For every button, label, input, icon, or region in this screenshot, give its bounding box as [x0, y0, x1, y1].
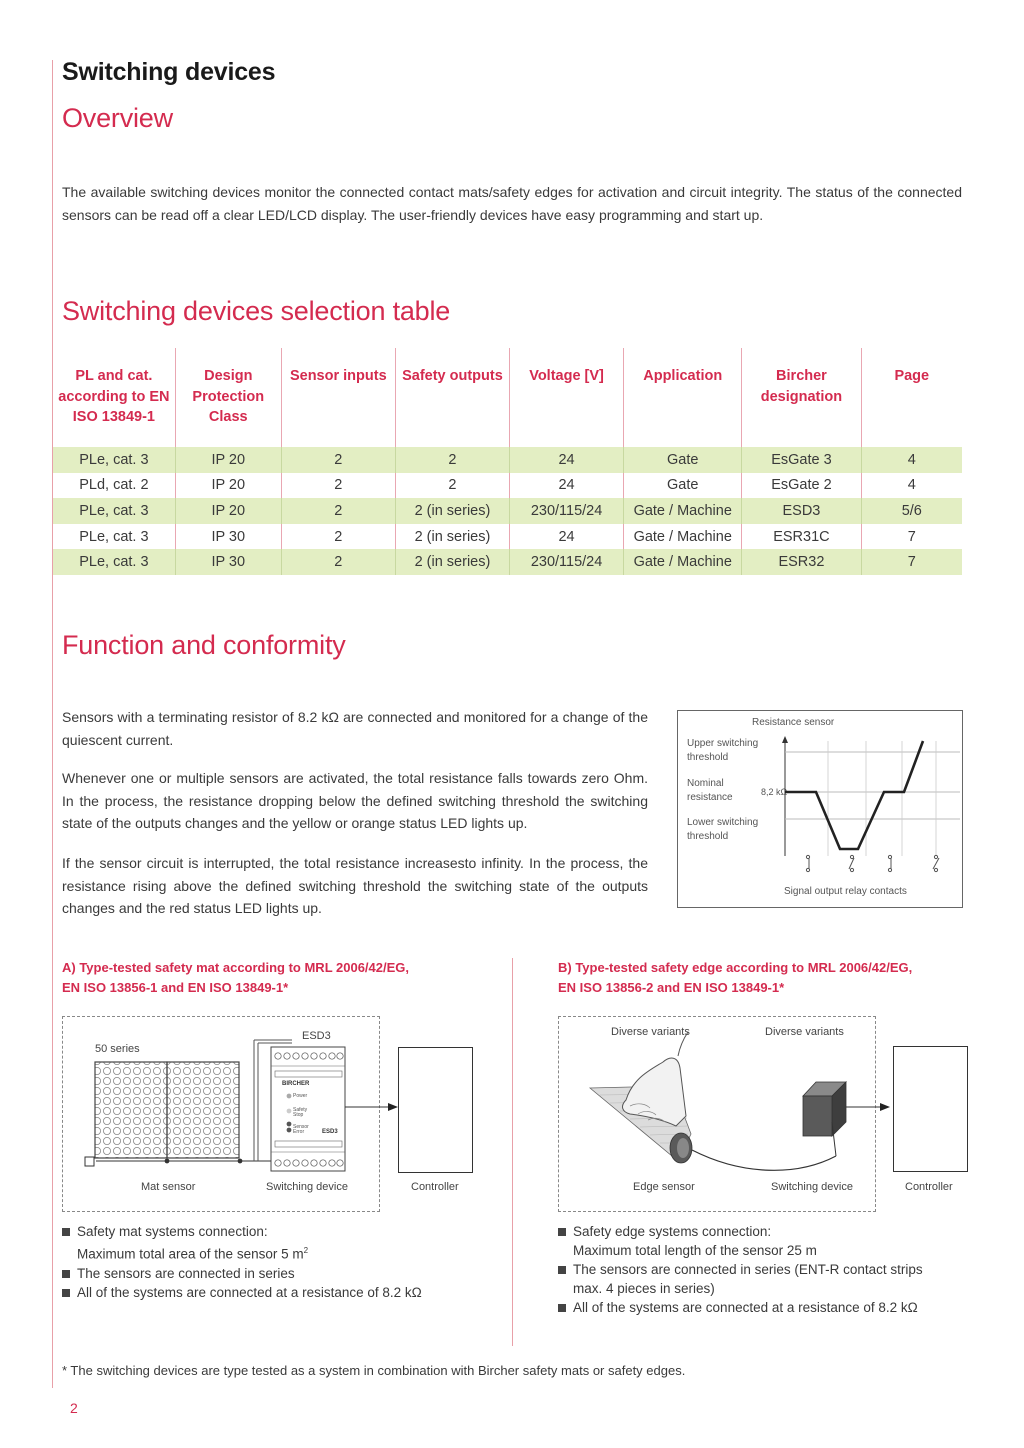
table-cell: PLe, cat. 3 [53, 549, 175, 575]
led-power-label: Power [293, 1093, 308, 1099]
mat-series-label: 50 series [95, 1043, 140, 1055]
switching-device-label-a: Switching device [266, 1181, 348, 1193]
table-cell: 2 [395, 447, 509, 473]
table-cell: 2 (in series) [395, 498, 509, 524]
column-header: Application [624, 348, 742, 447]
section-a-heading-line1: A) Type-tested safety mat according to MRL 2006/42/EG, [62, 960, 410, 975]
selection-table [53, 348, 962, 575]
table-cell: 230/115/24 [510, 498, 624, 524]
column-header: Design Protection Class [175, 348, 281, 447]
table-cell: 24 [510, 473, 624, 499]
edge-sensor-graphic [590, 1032, 692, 1163]
table-cell: ESR32 [742, 549, 861, 575]
table-row [53, 549, 962, 575]
table-cell: IP 20 [175, 473, 281, 499]
graph-plot [678, 711, 964, 909]
table-row [53, 498, 962, 524]
table-row [53, 473, 962, 499]
table-cell: Gate [624, 473, 742, 499]
device-brand: BIRCHER [282, 1081, 310, 1087]
table-cell: Gate / Machine [624, 498, 742, 524]
table-cell: 2 [395, 473, 509, 499]
table-cell: IP 20 [175, 498, 281, 524]
table-row [53, 447, 962, 473]
page-number: 2 [70, 1400, 78, 1416]
section-a-heading-line2: EN ISO 13856-1 and EN ISO 13849-1* [62, 980, 289, 995]
table-cell: PLe, cat. 3 [53, 447, 175, 473]
table-cell: 2 [281, 498, 395, 524]
overview-heading: Overview [62, 103, 173, 133]
table-cell: 4 [861, 473, 962, 499]
controller-box-b [893, 1046, 968, 1172]
table-cell: 24 [510, 524, 624, 550]
column-header: Sensor inputs [281, 348, 395, 447]
variants-label-1: Diverse variants [611, 1026, 690, 1038]
table-cell: 230/115/24 [510, 549, 624, 575]
table-cell: 7 [861, 524, 962, 550]
table-cell: PLd, cat. 2 [53, 473, 175, 499]
table-cell: IP 20 [175, 447, 281, 473]
list-item: Safety edge systems connection: [558, 1222, 978, 1241]
edge-sensor-label: Edge sensor [633, 1181, 695, 1193]
column-header: Bircher designation [742, 348, 861, 447]
graph-title: Resistance sensor [752, 717, 835, 728]
relay-contact-icons [806, 855, 939, 871]
table-cell: 2 [281, 447, 395, 473]
graph-lower-label: Lower switching threshold [687, 817, 759, 842]
list-item: All of the systems are connected at a resistance of 8.2 kΩ [62, 1283, 502, 1302]
switching-device-label-b: Switching device [771, 1181, 853, 1193]
list-item: Maximum total length of the sensor 25 m [573, 1243, 817, 1258]
list-item: All of the systems are connected at a resistance of 8.2 kΩ [558, 1298, 978, 1317]
table-body [53, 447, 962, 575]
led-sensor-label: Sensor Error [293, 1124, 309, 1135]
mat-sensor-label: Mat sensor [141, 1181, 196, 1193]
table-cell: 5/6 [861, 498, 962, 524]
device-label: ESD3 [302, 1030, 331, 1042]
table-cell: 2 [281, 473, 395, 499]
function-heading: Function and conformity [62, 630, 346, 660]
section-a-heading [62, 958, 409, 998]
table-cell: 7 [861, 549, 962, 575]
section-b-bullets [558, 1222, 978, 1317]
column-header: Safety outputs [395, 348, 509, 447]
function-paragraph-3: If the sensor circuit is interrupted, the total resistance increasesto infinity. In the process, the resistance rising above the defined switching threshold the switching state of the outputs changes and the red status LED lights up. [62, 855, 648, 916]
table-cell: PLe, cat. 3 [53, 524, 175, 550]
column-header: Voltage [V] [510, 348, 624, 447]
controller-label-b: Controller [905, 1181, 953, 1193]
graph-nominal-value: 8,2 kΩ [761, 787, 788, 797]
graph-caption: Signal output relay contacts [784, 886, 907, 897]
table-cell: EsGate 2 [742, 473, 861, 499]
table-cell: Gate / Machine [624, 524, 742, 550]
table-cell: IP 30 [175, 549, 281, 575]
controller-box-a [398, 1047, 473, 1173]
function-paragraph-1: Sensors with a terminating resistor of 8.2 kΩ are connected and monitored for a change of the quiescent current. [62, 709, 648, 748]
variants-label-2: Diverse variants [765, 1026, 844, 1038]
column-header: PL and cat. according to EN ISO 13849-1 [58, 368, 170, 425]
list-item: Safety mat systems connection: [62, 1222, 502, 1241]
table-cell: 24 [510, 447, 624, 473]
section-b-heading [558, 958, 912, 998]
column-header: Page [861, 348, 962, 447]
table-cell: Gate / Machine [624, 549, 742, 575]
table-cell: 2 (in series) [395, 549, 509, 575]
resistance-graph [677, 710, 963, 908]
list-item: max. 4 pieces in series) [573, 1281, 715, 1296]
device-model: ESD3 [322, 1129, 338, 1135]
controller-label-a: Controller [411, 1181, 459, 1193]
overview-text: The available switching devices monitor the connected contact mats/safety edges for activation and circuit integrity. The status of the connected sensors can be read off a clear LED/LCD display. The user-friendly devices have easy programming and start up. [62, 184, 962, 223]
footnote: * The switching devices are type tested as a system in combination with Bircher safety mats or safety edges. [62, 1363, 686, 1378]
list-item: The sensors are connected in series (ENT-R contact strips [558, 1260, 978, 1279]
list-item: Maximum total area of the sensor 5 $m^2$ [77, 1246, 309, 1262]
table-cell: ESR31C [742, 524, 861, 550]
section-b-heading-line1: B) Type-tested safety edge according to MRL 2006/42/EG, [558, 960, 913, 975]
led-safety-label: Safety Stop [293, 1107, 308, 1118]
mat-sensor-graphic [95, 1062, 239, 1158]
table-cell: 2 [281, 549, 395, 575]
column-separator [512, 958, 513, 1346]
table-cell: ESD3 [742, 498, 861, 524]
list-item: The sensors are connected in series [62, 1264, 502, 1283]
table-cell: IP 30 [175, 524, 281, 550]
table-cell: 4 [861, 447, 962, 473]
graph-nominal-label: Nominal resistance [687, 778, 733, 803]
table-cell: PLe, cat. 3 [53, 498, 175, 524]
table-cell: EsGate 3 [742, 447, 861, 473]
table-row [53, 524, 962, 550]
switching-device-box-graphic [803, 1082, 846, 1136]
function-paragraph-2: Whenever one or multiple sensors are activated, the total resistance falls towards zero Ohm. In the process, the resistance dropping below the defined switching threshold the switching state of the outputs changes and the yellow or orange status LED lights up. [62, 770, 648, 831]
section-b-heading-line2: EN ISO 13856-2 and EN ISO 13849-1* [558, 980, 785, 995]
graph-upper-label: Upper switching threshold [687, 738, 759, 763]
table-cell: 2 [281, 524, 395, 550]
table-cell: Gate [624, 447, 742, 473]
table-cell: 2 (in series) [395, 524, 509, 550]
page-title: Switching devices [62, 58, 276, 86]
section-a-bullets [62, 1222, 502, 1302]
margin-rule [52, 60, 53, 1388]
selection-heading: Switching devices selection table [62, 296, 451, 326]
table-header-row [53, 348, 962, 447]
